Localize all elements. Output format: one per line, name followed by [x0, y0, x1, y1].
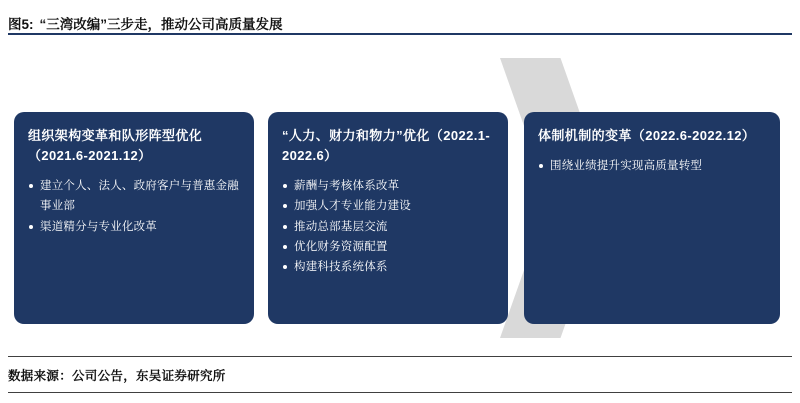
process-step-2	[268, 112, 508, 324]
source-note: 数据来源：公司公告，东吴证券研究所	[8, 369, 226, 383]
list-item: 围绕业绩提升实现高质量转型	[538, 156, 766, 176]
step-1-bullets	[28, 176, 240, 236]
list-item: 优化财务资源配置	[282, 237, 494, 257]
step-1-heading: 组织架构变革和队形阵型优化（2021.6-2021.12）	[28, 128, 203, 164]
footer-divider-top	[8, 356, 792, 357]
figure-title: “三湾改编”三步走，推动公司高质量发展	[39, 17, 283, 32]
list-item: 薪酬与考核体系改革	[282, 176, 494, 196]
list-item: 加强人才专业能力建设	[282, 196, 494, 216]
process-step-1	[14, 112, 254, 324]
list-item: 建立个人、法人、政府客户与普惠金融事业部	[28, 176, 240, 216]
step-2-heading: “人力、财力和物力”优化（2022.1-2022.6）	[282, 128, 491, 164]
step-3-bullets	[538, 156, 766, 176]
process-diagram	[0, 40, 800, 350]
list-item: 渠道精分与专业化改革	[28, 217, 240, 237]
figure-label: 图5:	[8, 17, 34, 32]
list-item: 推动总部基层交流	[282, 217, 494, 237]
title-divider	[8, 33, 792, 35]
step-3-heading: 体制机制的变革（2022.6-2022.12）	[538, 128, 756, 143]
process-step-3	[524, 112, 780, 324]
step-2-bullets	[282, 176, 494, 277]
list-item: 构建科技系统体系	[282, 257, 494, 277]
footer-divider-bottom	[8, 392, 792, 393]
